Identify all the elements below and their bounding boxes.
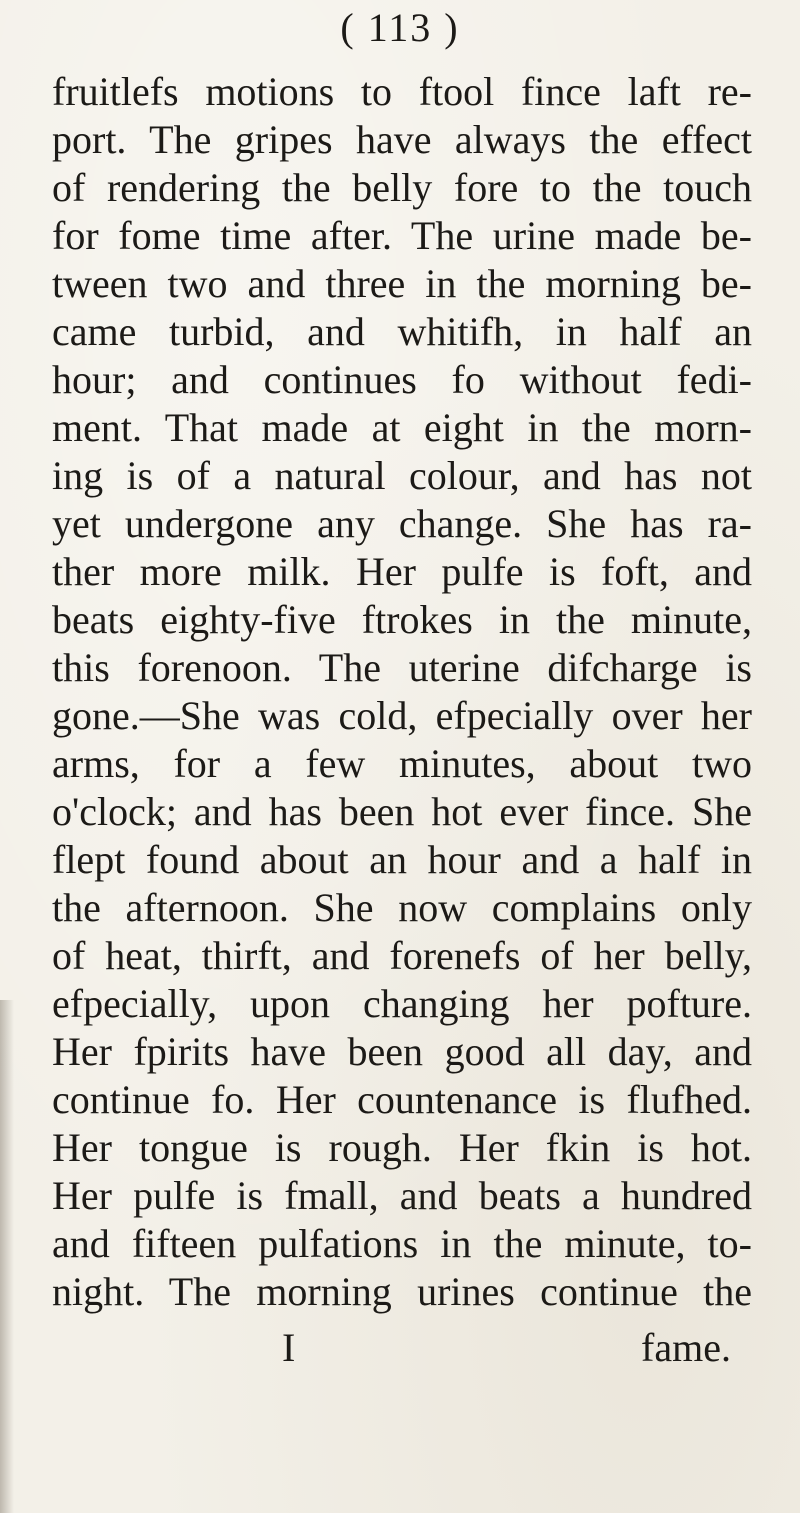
text-line: Her fpirits have been good all day, and xyxy=(52,1029,752,1074)
catchword: fame. xyxy=(641,1325,731,1370)
text-line: ing is of a natural colour, and has not xyxy=(52,453,752,498)
text-line: the afternoon. She now complains only xyxy=(52,885,752,930)
text-line: tween two and three in the morning be- xyxy=(52,261,752,306)
text-line: continue fo. Her countenance is flufhed. xyxy=(52,1077,752,1122)
text-line: flept found about an hour and a half in xyxy=(52,837,752,882)
page-footer xyxy=(0,1318,800,1378)
text-line: of heat, thirft, and forenefs of her belly, xyxy=(52,933,752,978)
text-line: and fifteen pulfations in the minute, to- xyxy=(52,1221,752,1266)
text-line: o'clock; and has been hot ever fince. She xyxy=(52,789,752,834)
text-line: arms, for a few minutes, about two xyxy=(52,741,752,786)
text-line: efpecially, upon changing her pofture. xyxy=(52,981,752,1026)
text-line: gone.—She was cold, efpecially over her xyxy=(52,693,752,738)
gutter-shadow xyxy=(0,1000,14,1513)
text-line: night. The morning urines continue the xyxy=(52,1269,752,1314)
page-number: ( 113 ) xyxy=(340,5,460,50)
text-line: hour; and continues fo without fedi- xyxy=(52,357,752,402)
text-line: Her pulfe is fmall, and beats a hundred xyxy=(52,1173,752,1218)
text-line: port. The gripes have always the effect xyxy=(52,117,752,162)
text-line: fruitlefs motions to ftool fince laft re- xyxy=(52,69,752,114)
text-line: yet undergone any change. She has ra- xyxy=(52,501,752,546)
text-line: came turbid, and whitifh, in half an xyxy=(52,309,752,354)
text-line: this forenoon. The uterine difcharge is xyxy=(52,645,752,690)
text-line: for fome time after. The urine made be- xyxy=(52,213,752,258)
text-line: ther more milk. Her pulfe is foft, and xyxy=(52,549,752,594)
text-line: ment. That made at eight in the morn- xyxy=(52,405,752,450)
text-line: beats eighty-five ftrokes in the minute, xyxy=(52,597,752,642)
text-line: of rendering the belly fore to the touch xyxy=(52,165,752,210)
text-line: Her tongue is rough. Her fkin is hot. xyxy=(52,1125,752,1170)
signature-mark: I xyxy=(282,1325,296,1370)
